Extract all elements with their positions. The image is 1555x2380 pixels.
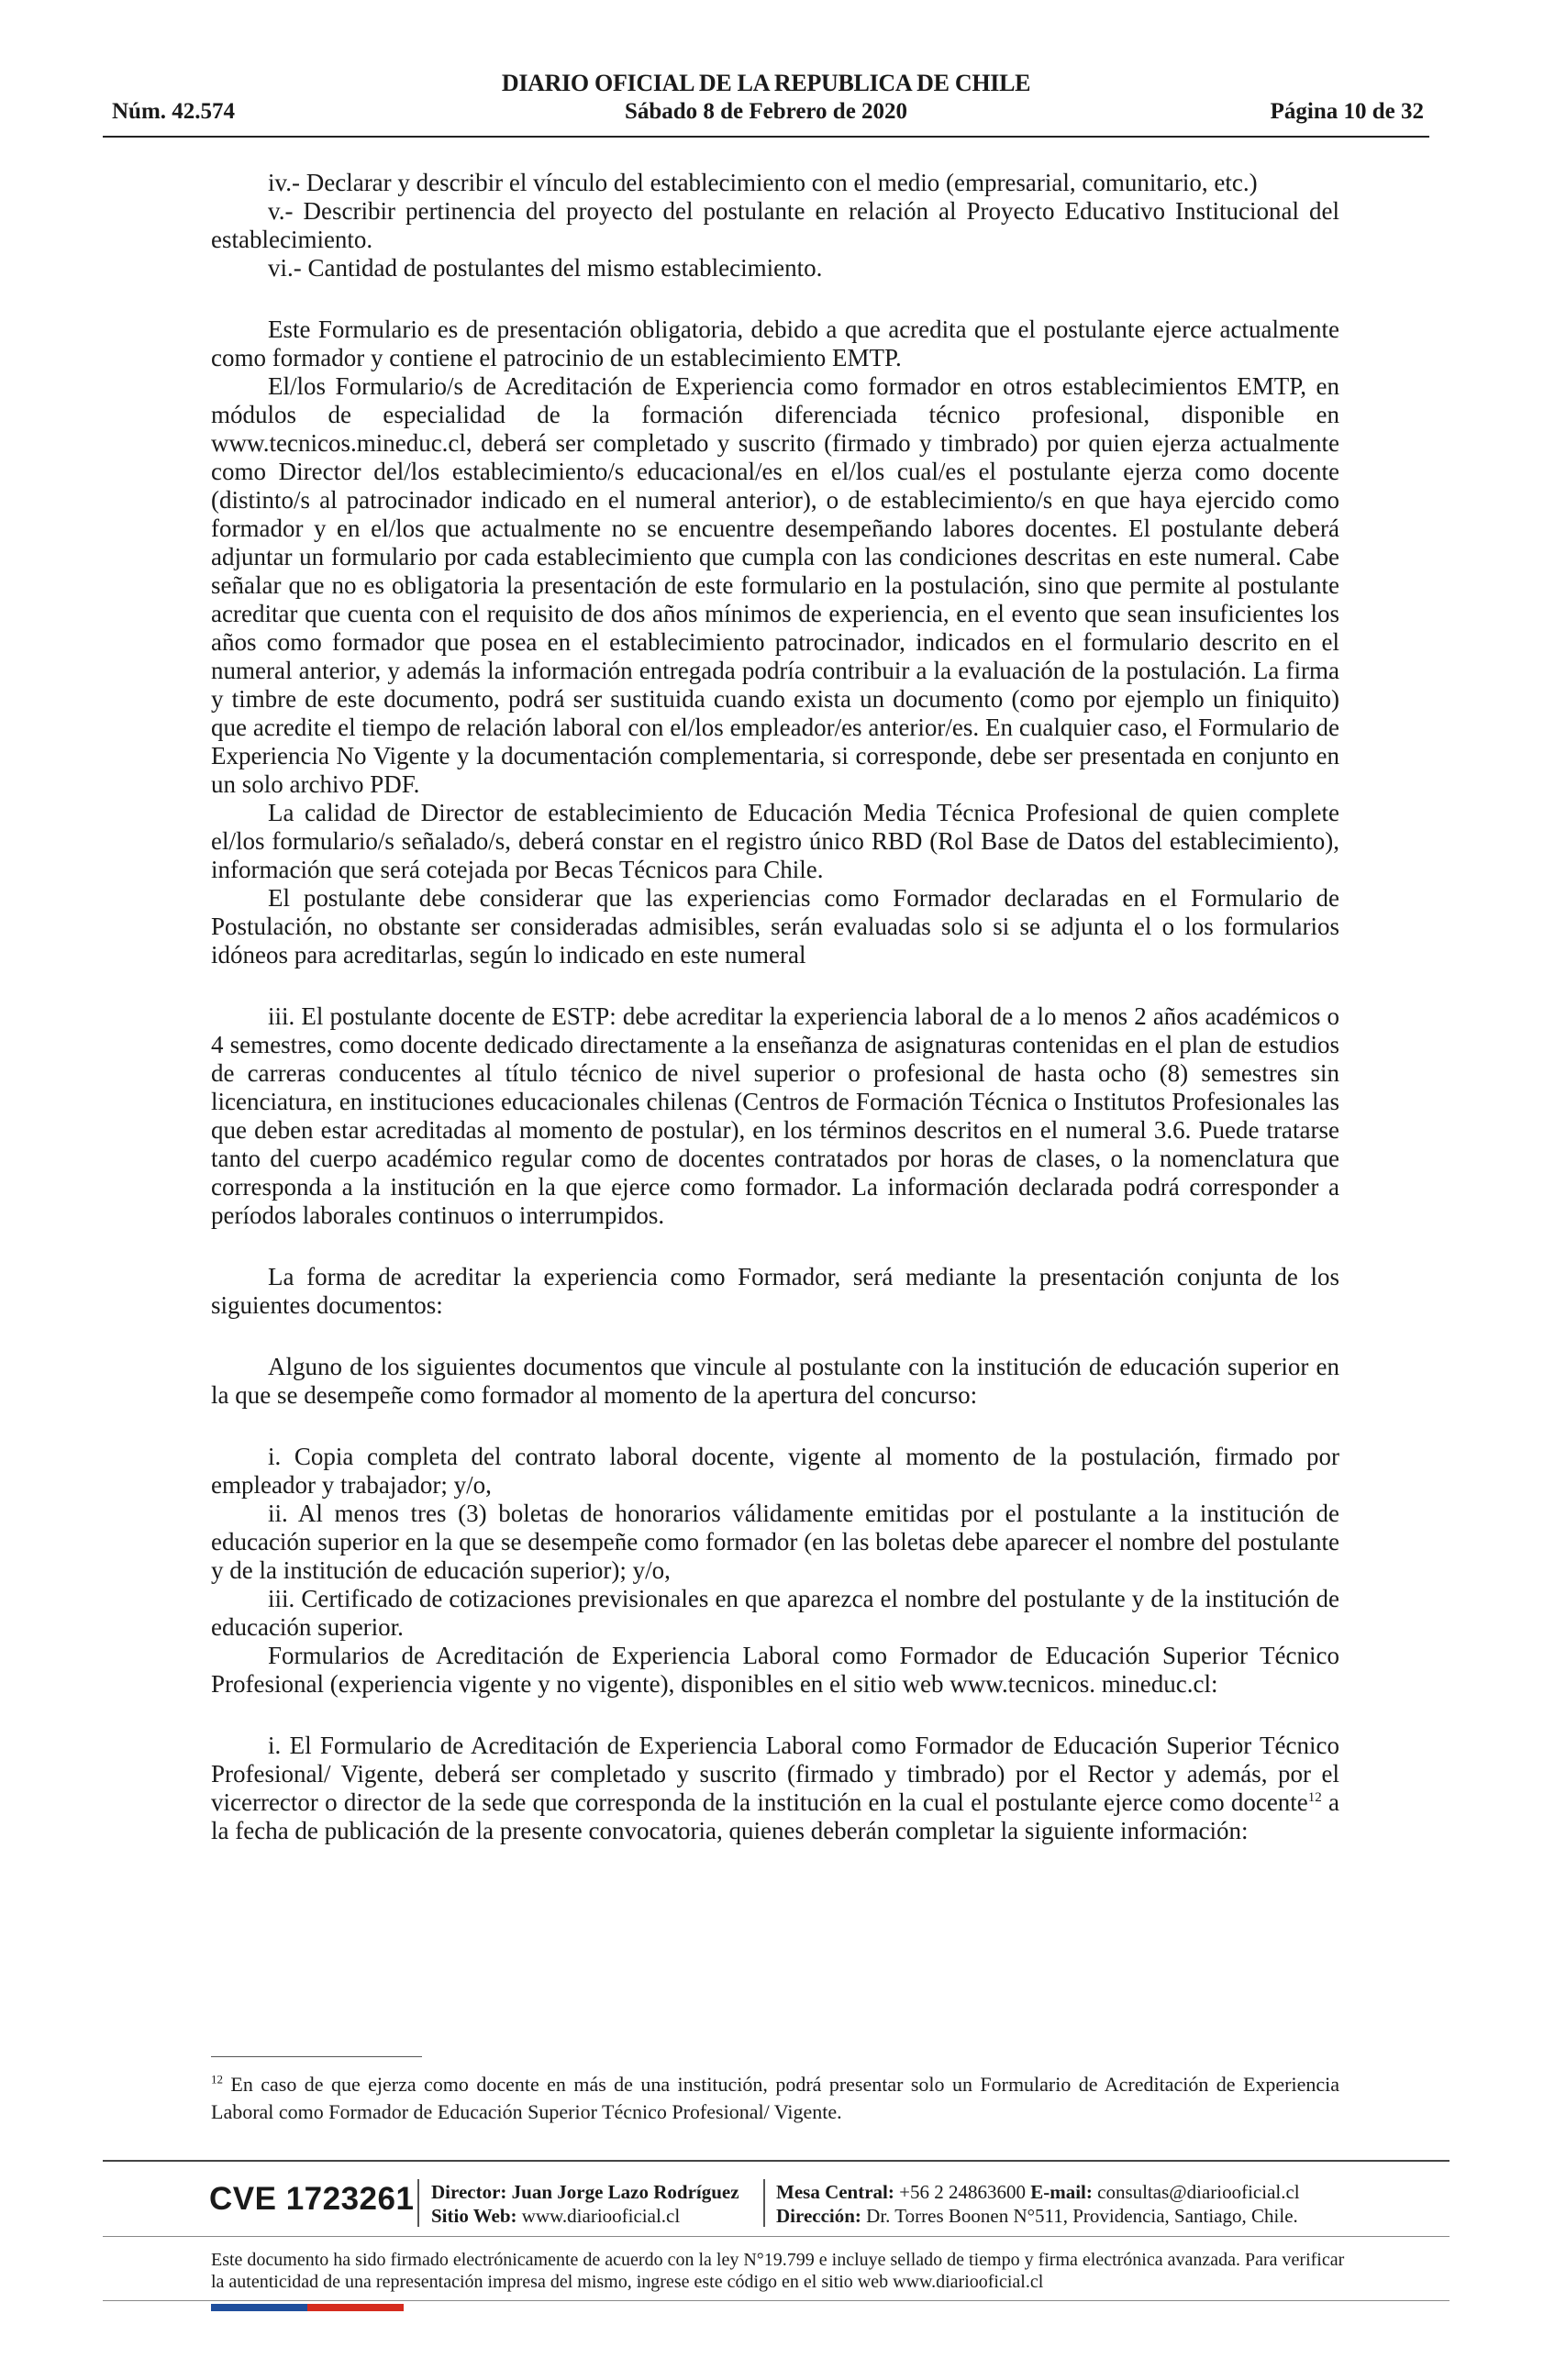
paragraph-documents-intro: Alguno de los siguientes documentos que vincule al postulante con la institución de educación superior en la que se desempeñe como formador al momento de la apertura del concurso:	[211, 1353, 1339, 1409]
header-info-row	[103, 99, 1429, 132]
flag-stripe-blue-2	[260, 2304, 308, 2311]
paragraph-director-quality: La calidad de Director de establecimiento de Educación Media Técnica Profesional de quien complete el/los formulario/s señalado/s, deberá constar en el registro único RBD (Rol Base de Datos del establecimiento), información que será cotejada por Becas Técnicos para Chile.	[211, 799, 1339, 883]
spacer	[211, 1410, 1339, 1443]
list-item-contract: i. Copia completa del contrato laboral docente, vigente al momento de la postulación, firmado por empleador y trabajador; y/o,	[211, 1443, 1339, 1499]
footnote	[211, 2071, 1339, 2126]
director-name: Juan Jorge Lazo Rodríguez	[511, 2181, 739, 2203]
footer-separator	[417, 2179, 419, 2227]
footer-bottom-divider	[103, 2300, 1449, 2301]
header-divider	[103, 136, 1429, 138]
electronic-signature-notice: Este documento ha sido firmado electrónicamente de acuerdo con la ley N°19.799 e incluye sellado de tiempo y firma electrónica avanzada. Para verificar la autenticidad de una representación impresa del mismo, ingrese este código en el sitio web www.diariooficial.cl	[211, 2250, 1345, 2292]
spacer	[211, 282, 1339, 315]
issue-number: Núm. 42.574	[112, 99, 236, 124]
page-header	[103, 70, 1429, 141]
footer-separator	[763, 2179, 765, 2227]
page-number: Página 10 de 32	[1270, 99, 1424, 124]
spacer	[211, 1320, 1339, 1353]
spacer	[211, 1230, 1339, 1263]
paragraph-forms-available: Formularios de Acreditación de Experiencia Laboral como Formador de Educación Superior Técnico Profesional (experiencia vigente y no vigente), disponibles en el sitio web www.tecnicos. mineduc.cl:	[211, 1642, 1339, 1698]
list-item-certificate: iii. Certificado de cotizaciones previsionales en que aparezca el nombre del postulante y de la institución de educación superior.	[211, 1585, 1339, 1641]
footer-contact-block	[776, 2180, 1300, 2228]
flag-color-bar	[211, 2304, 404, 2311]
footnote-text: En caso de que ejerza como docente en más de una institución, podrá presentar solo un Formulario de Acreditación de Experiencia Laboral como Formador de Educación Superior Técnico Profesional/ Vigente.	[211, 2073, 1339, 2123]
paragraph-applicant-consider: El postulante debe considerar que las experiencias como Formador declaradas en el Formulario de Postulación, no obstante ser consideradas admisibles, serán evaluadas solo si se adjunta el o los formularios idóneos para acreditarlas, según lo indicado en este numeral	[211, 884, 1339, 969]
footnote-reference[interactable]: 12	[1307, 1790, 1322, 1805]
paragraph-vi: vi.- Cantidad de postulantes del mismo establecimiento.	[268, 254, 823, 282]
footnote-number: 12	[211, 2072, 223, 2087]
phone-label: Mesa Central:	[776, 2181, 894, 2203]
paragraph-accreditation-method: La forma de acreditar la experiencia como Formador, será mediante la presentación conjunta de los siguientes documentos:	[211, 1263, 1339, 1319]
email-link[interactable]: consultas@diariooficial.cl	[1097, 2181, 1300, 2203]
director-label: Director:	[431, 2181, 507, 2203]
paragraph-current-form-text-a: i. El Formulario de Acreditación de Experiencia Laboral como Formador de Educación Superior Técnico Profesional/ Vigente, deberá ser completado y suscrito (firmado y timbrado) por el Rector y además, por el vicerrector o director de la sede que corresponda de la institución en la cual el postulante ejerce como docente	[211, 1732, 1339, 1816]
paragraph-iv: iv.- Declarar y describir el vínculo del establecimiento con el medio (empresarial, comunitario, etc.)	[268, 169, 1258, 196]
paragraph-estp-teacher: iii. El postulante docente de ESTP: debe acreditar la experiencia laboral de a lo menos 2 años académicos o 4 semestres, como docente dedicado directamente a la enseñanza de asignaturas contenidas en el plan de estudios de carreras conducentes al título técnico de nivel superior o profesional de hasta ocho (8) semestres sin licenciatura, en instituciones educacionales chilenas (Centros de Formación Técnica o Institutos Profesionales las que deben estar acreditadas al momento de postular), en los términos descritos en el numeral 3.6. Puede tratarse tanto del cuerpo académico regular como de docentes contratados por horas de clases, o la nomenclatura que corresponda a la institución en la que ejerce como formador. La información declarada podrá corresponder a períodos laborales continuos o interrumpidos.	[211, 1002, 1339, 1229]
footer-middle-divider	[103, 2236, 1449, 2237]
paragraph-v: v.- Describir pertinencia del proyecto del postulante en relación al Proyecto Educativo Institucional del establecimiento.	[211, 197, 1339, 253]
cve-code: CVE 1723261	[209, 2181, 415, 2217]
footer-top-divider	[103, 2160, 1449, 2162]
newspaper-title: DIARIO OFICIAL DE LA REPUBLICA DE CHILE	[501, 70, 1031, 96]
spacer	[211, 969, 1339, 1002]
email-label: E-mail:	[1030, 2181, 1093, 2203]
website-link[interactable]: www.diariooficial.cl	[521, 2205, 681, 2227]
flag-stripe-red-2	[356, 2304, 405, 2311]
paragraph-experience-forms: El/los Formulario/s de Acreditación de Experiencia como formador en otros establecimientos EMTP, en módulos de especialidad de la formación diferenciada técnico profesional, disponible en www.tecnicos.mineduc.cl, deberá ser completado y suscrito (firmado y timbrado) por quien ejerza actualmente como Director del/los establecimiento/s educacional/es en el/los cual/es el postulante ejerza como docente (distinto/s al patrocinador indicado en el numeral anterior), o de establecimiento/s en que haya ejercido como formador y en el/los que actualmente no se encuentre desempeñando labores docentes. El postulante deberá adjuntar un formulario por cada establecimiento que cumpla con las condiciones descritas en este numeral. Cabe señalar que no es obligatoria la presentación de este formulario en la postulación, sino que permite al postulante acreditar que cuenta con el requisito de dos años mínimos de experiencia, en el evento que sean insuficientes los años como formador que posea en el establecimiento patrocinador, indicados en el formulario descrito en el numeral anterior, y además la información entregada podría contribuir a la evaluación de la postulación. La firma y timbre de este documento, podrá ser sustituida cuando exista un documento (como por ejemplo un finiquito) que acredite el tiempo de relación laboral con el/los empleador/es anterior/es. En cualquier caso, el Formulario de Experiencia No Vigente y la documentación complementaria, si corresponde, debe ser presentada en conjunto en un solo archivo PDF.	[211, 372, 1339, 798]
flag-stripe-red	[307, 2304, 356, 2311]
list-item-receipts: ii. Al menos tres (3) boletas de honorarios válidamente emitidas por el postulante a la institución de educación superior en la que se desempeñe como formador (en las boletas debe aparecer el nombre del postulante y de la institución de educación superior); y/o,	[211, 1500, 1339, 1584]
website-label: Sitio Web:	[431, 2205, 517, 2227]
document-body	[211, 169, 1339, 1845]
phone-value: +56 2 24863600	[899, 2181, 1026, 2203]
flag-stripe-blue	[211, 2304, 260, 2311]
paragraph-form-mandatory: Este Formulario es de presentación obligatoria, debido a que acredita que el postulante ejerce actualmente como formador y contiene el patrocinio de un establecimiento EMTP.	[211, 315, 1339, 371]
issue-date: Sábado 8 de Febrero de 2020	[624, 99, 908, 124]
paragraph-current-form	[211, 1732, 1339, 1845]
footer-director-block	[431, 2180, 739, 2228]
spacer	[211, 1699, 1339, 1732]
address-value: Dr. Torres Boonen N°511, Providencia, Santiago, Chile.	[866, 2205, 1298, 2227]
address-label: Dirección:	[776, 2205, 861, 2227]
paragraph-current-form-text-b: a la fecha de publicación de la presente convocatoria, quienes deberán completar la siguiente información:	[211, 1788, 1339, 1844]
footnote-divider	[211, 2056, 422, 2057]
